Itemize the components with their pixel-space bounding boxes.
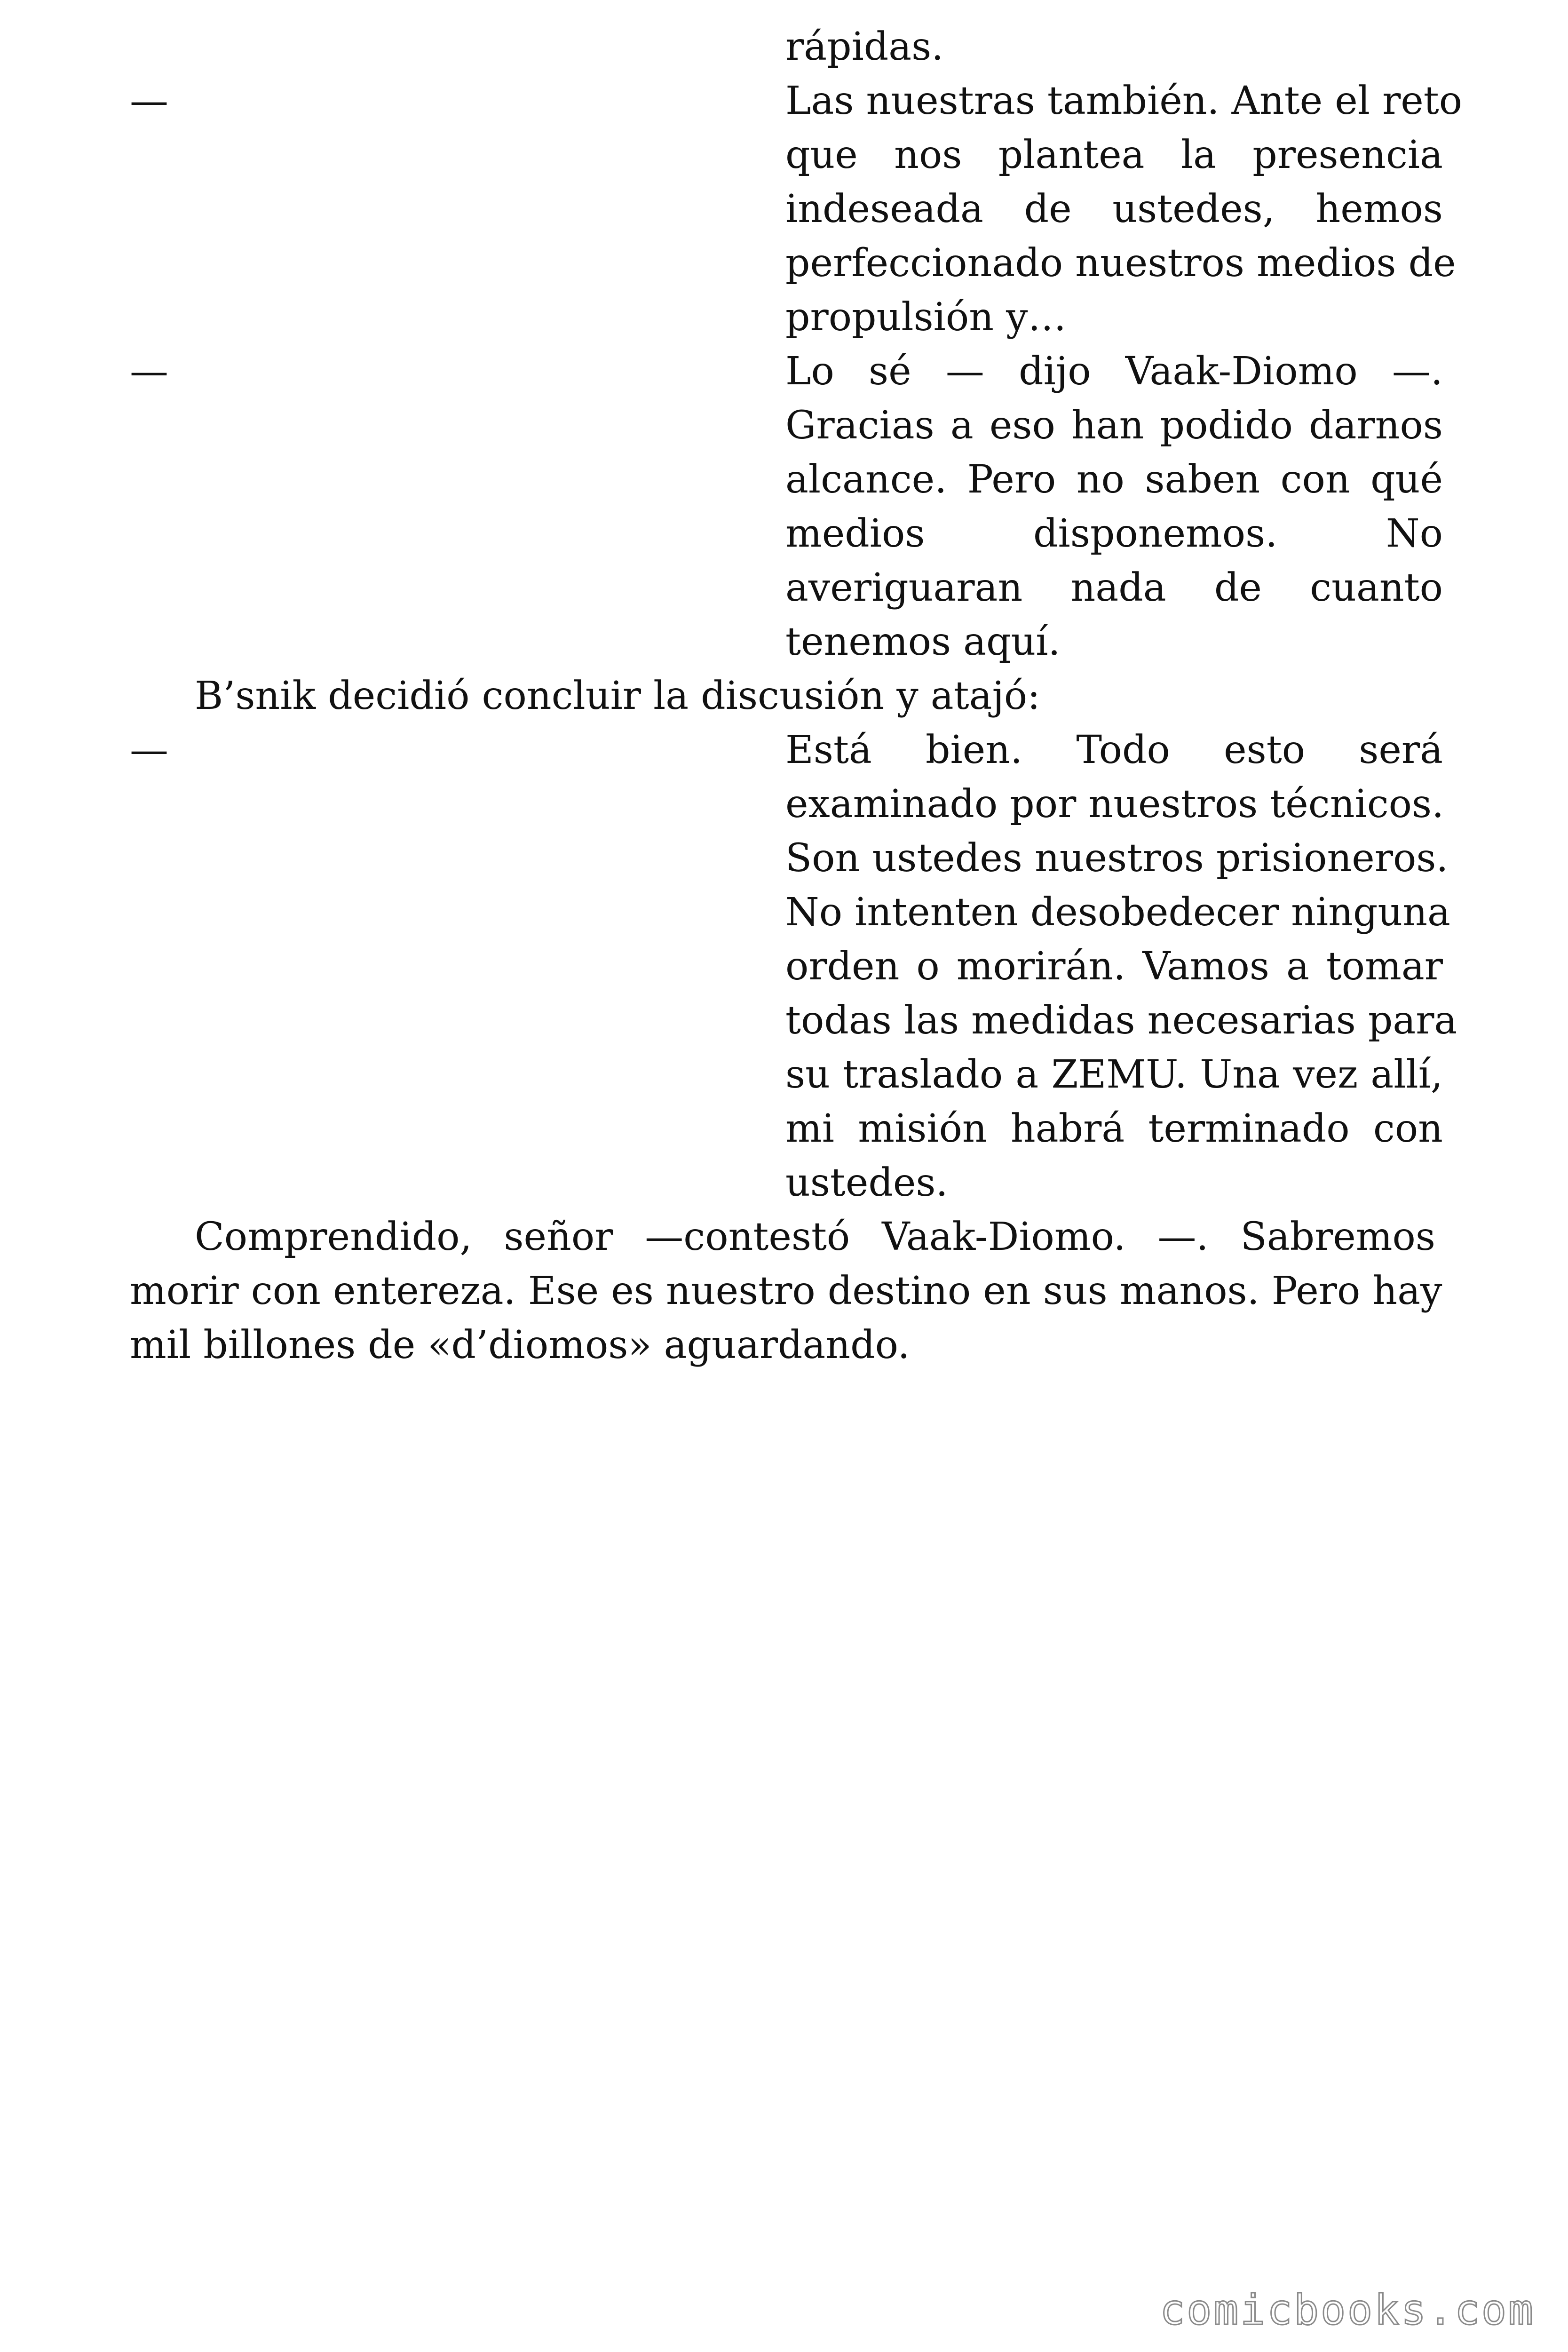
watermark-text: comicbooks.com xyxy=(1160,2286,1535,2334)
text-line: No intenten desobedecer ninguna xyxy=(785,890,1450,935)
text-line: averiguaran nada de cuanto xyxy=(785,565,1443,610)
text-line: examinado por nuestros técnicos. xyxy=(785,782,1444,826)
text-line: medios disponemos. No xyxy=(785,511,1443,556)
text-line: ustedes. xyxy=(785,1160,948,1205)
text-line: Gracias a eso han podido darnos xyxy=(785,403,1443,448)
paragraph-line: mil billones de «d’diomos» aguardando. xyxy=(130,1323,910,1367)
text-line: su traslado a ZEMU. Una vez allí, xyxy=(785,1052,1443,1097)
text-line: indeseada de ustedes, hemos xyxy=(785,187,1443,231)
narration-line: B’snik decidió concluir la discusión y atajó: xyxy=(195,674,1040,718)
text-line: orden o morirán. Vamos a tomar xyxy=(785,944,1443,989)
text-line: rápidas. xyxy=(785,24,944,69)
paragraph-line: morir con entereza. Ese es nuestro destino en sus manos. Pero hay xyxy=(130,1269,1442,1313)
text-line: Son ustedes nuestros prisioneros. xyxy=(785,836,1449,881)
text-line: tenemos aquí. xyxy=(785,620,1061,664)
text-line: mi misión habrá terminado con xyxy=(785,1106,1443,1151)
dialogue-dash: — xyxy=(130,349,168,394)
closing-paragraph xyxy=(130,1210,1442,1372)
text-line: perfeccionado nuestros medios de xyxy=(785,241,1456,286)
text-line: alcance. Pero no saben con qué xyxy=(785,457,1443,502)
text-line: Está bien. Todo esto será xyxy=(785,728,1443,772)
dialogue-dash: — xyxy=(130,79,168,123)
text-line: que nos plantea la presencia xyxy=(785,133,1443,177)
paragraph-line: Comprendido, señor —contestó Vaak-Diomo. —. Sabremos xyxy=(195,1215,1435,1259)
dialogue-dash: — xyxy=(130,728,168,772)
text-line: Las nuestras también. Ante el reto xyxy=(785,79,1463,123)
text-line: Lo sé — dijo Vaak-Diomo —. xyxy=(785,349,1443,394)
text-line: todas las medidas necesarias para xyxy=(785,998,1457,1043)
text-line: propulsión y… xyxy=(785,295,1067,340)
